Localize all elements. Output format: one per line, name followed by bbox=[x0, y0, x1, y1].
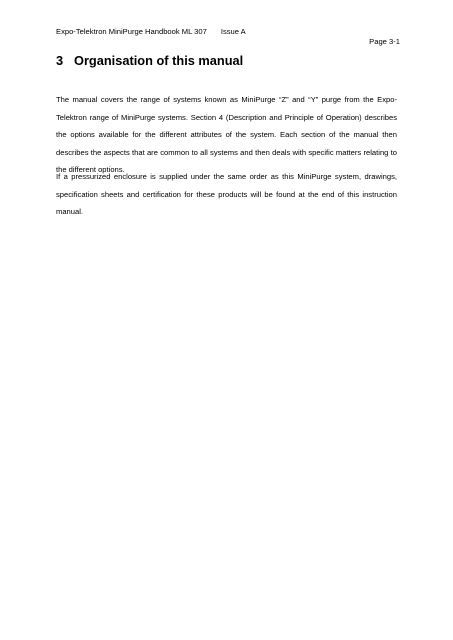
section-number: 3 bbox=[56, 53, 64, 68]
document-title: Expo-Telektron MiniPurge Handbook ML 307 bbox=[56, 27, 207, 36]
body-paragraph: If a pressurized enclosure is supplied under the same order as this MiniPurge system, drawings, specification sheets and certification for these products will be found at the end of this instruction manual. bbox=[56, 172, 397, 216]
issue-label: Issue A bbox=[220, 27, 246, 36]
page-number: Page 3-1 bbox=[369, 37, 400, 46]
section-title: Organisation of this manual bbox=[74, 53, 244, 68]
section-heading bbox=[56, 53, 243, 68]
running-header bbox=[56, 27, 246, 36]
body-paragraph: The manual covers the range of systems known as MiniPurge “Z” and “Y” purge from the Expo-Telektron range of MiniPurge systems. Section 4 (Description and Principle of Operation) describes the options available for the different attributes of the system. Each section of the manual then describes the aspects that are common to all systems and then deals with specific matters relating to the different options. bbox=[56, 95, 397, 174]
